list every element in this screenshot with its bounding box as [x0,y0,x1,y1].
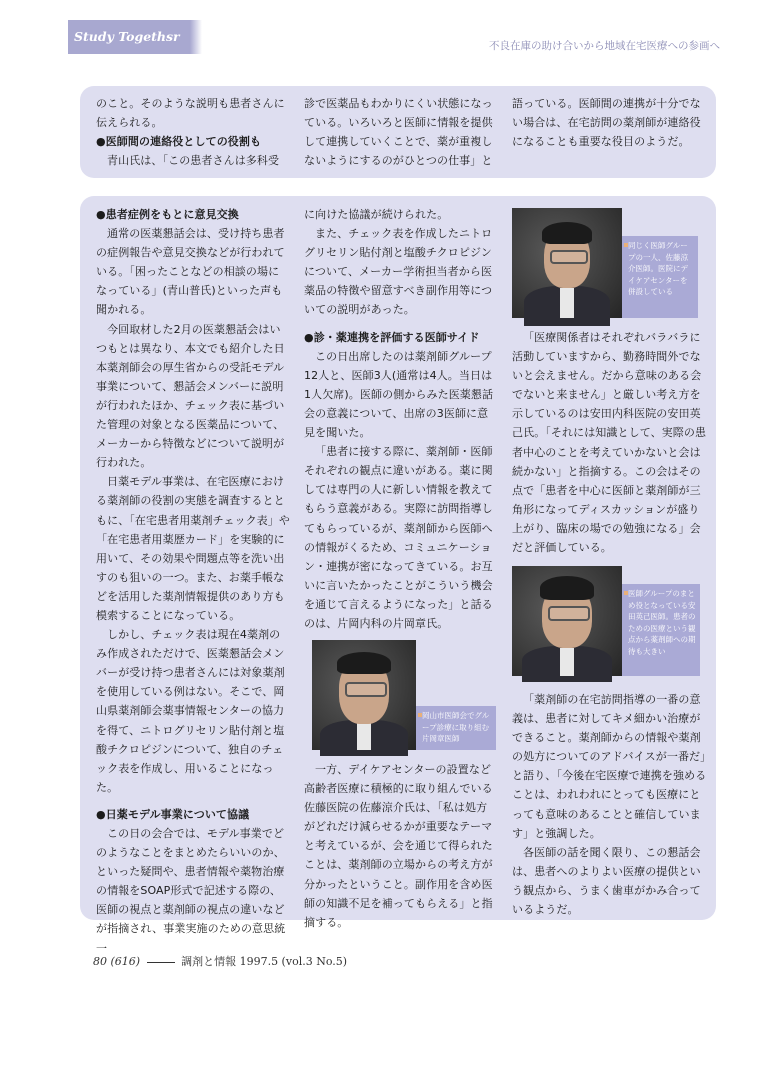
portrait-photo-2 [512,566,622,676]
top-column-3 [512,94,708,174]
paragraph: しかし、チェック表は現在4薬剤のみ作成されただけで、医薬懇話会メンバーが受け持つ患者さんには対象薬剤を使用している例はない。そこで、岡山県薬剤師会薬事情報センターの協力を得て、ニトログリセリン貼付剤と塩酸チクロピジンについて、独自のチェック表を作成し、用いることになった。 [96,628,285,794]
page-number: 80 (616) [93,955,141,968]
paragraph: に向けた協議が続けられた。 [304,208,449,221]
paragraph: この日の会合では、モデル事業でどのようなことをまとめたらいいのか、といった疑問や、患者情報や薬物治療の情報をSOAP形式で記述する際の、医師の視点と薬剤師の視点の違いなどが指摘され、事業実施のための意思統一 [96,827,286,955]
paragraph: 通常の医薬懇話会は、受け持ち患者の症例報告や意見交換などが行われている。「困ったことなどの相談の場になっている」(青山普氏)といった声も聞かれる。 [96,227,285,317]
section-tab-label: Study Togethsr [74,29,180,44]
page-footer [93,953,347,969]
paragraph: 今回取材した2月の医薬懇話会はいつもとは異なり、本文でも紹介した日本薬剤師会の厚生省からの受託モデル事業について、懇話会メンバーに説明が行われたほか、チェック表に基づいた管理の対象となる医薬品について、メーカーから特徴などについて説明が行われた。 [96,322,285,470]
paragraph: この日出席したのは薬剤師グループ12人と、医師3人(通常は4人。当日は1人欠席)。医師の側からみた医薬懇話会の意義について、出席の3医師に意見を聞いた。 [304,349,494,440]
paragraph: のこと。そのような説明も患者さんに伝えられる。 [96,97,285,130]
paragraph: 日薬モデル事業は、在宅医療における薬剤師の役割の実態を調査するとともに、「在宅患者用薬剤チェック表」や「在宅患者用薬歴カード」を実験的に用いて、その効果や問題点等を洗い出すのも狙いの一つ。また、お薬手帳などを活用した薬剤情報提供のあり方も模索することになっている。 [96,475,290,622]
main-column-3 [512,328,708,560]
paragraph: 「患者に接する際に、薬剤師・医師それぞれの観点に違いがある。薬に関しては専門の人に新しい情報を教えてもらう意義がある。実際に訪問指導してもらっているが、薬剤師から医師への情報がくるため、コミュニケーション・連携が密になってきている。お互いに言いたかったことがこういう機会を通じて言えるようになった」と話るのは、片岡内科の片岡章氏。 [304,445,493,630]
paragraph: 一方、デイケアセンターの設置など高齢者医療に積極的に取り組んでいる佐藤医院の佐藤涼介氏は、「私は処方がどれだけ減らせるかが重要なテーマと考えているが、会を通じて得られたことは、薬剤師の立場からの考え方が分かったということ。副作用を含め医師の知識不足を補ってもらえる」と指摘する。 [304,763,493,929]
footer-rule [147,962,175,963]
subheading: ●診・薬連携を評価する医師サイド [304,330,480,344]
top-column-1 [96,94,290,174]
photo-caption-1: 同じく医師グループの一人、佐藤涼介医師。医院にデイケアセンターを併設している [622,236,698,318]
paragraph: 青山氏は、「この患者さんは多科受 [107,154,280,168]
paragraph: また、チェック表を作成したニトログリセリン貼付剤と塩酸チクロピジンについて、メーカー学術担当者から医薬品の特徴や留意すべき副作用等についての説明があった。 [304,227,493,317]
main-column-2-lower [304,760,498,929]
main-column-2 [304,205,498,637]
subheading: ●日薬モデル事業について協議 [96,807,250,821]
journal-citation: 調剤と情報 1997.5 (vol.3 No.5) [181,955,348,968]
top-column-2 [304,94,498,174]
photo-caption-2: 医師グループのまとめ役となっている安田英己医師。患者のための医療という観点から薬剤師への期待も大きい [622,584,700,676]
portrait-photo-1 [512,208,622,318]
paragraph: 診で医薬品もわかりにくい状態になっている。いろいろと医師に情報を提供して連携していくことで、薬が重複しないようにするのがひとつの仕事」と [304,97,493,168]
paragraph: 「薬剤師の在宅訪問指導の一番の意義は、患者に対してキメ細かい治療ができること。薬剤師からの情報や薬剤の処方についてのアドバイスが一番だ」と語り、「今後在宅医療で連携を強めることは、われわれにとっても医療にとっても意味のあることと確信しています」と強調した。 [512,693,707,840]
paragraph: 語っている。医師間の連携が十分でない場合は、在宅訪問の薬剤師が連絡役になることも重要な役目のようだ。 [512,97,701,149]
subheading: ●医師間の連絡役としての役割も [96,135,262,149]
subheading: ●患者症例をもとに意見交換 [96,208,239,221]
photo-caption-3: 岡山市医師会でグループ診療に取り組む片岡章医師 [416,706,496,750]
paragraph: 各医師の話を聞く限り、この懇話会は、患者へのよりよい医療の提供という観点から、うまく歯車がかみ合っているようだ。 [512,845,701,917]
paragraph: 「医療関係者はそれぞれバラバラに活動していますから、勤務時間外でないと会えません。だから意味のある会でないと来ません」と厳しい考え方を示しているのは安田内科医院の安田英己氏。「それには知識として、実際の患者中心のことを考えていかないと会は続かない」と指摘する。この会はその点で「患者を中心に医師と薬剤師が三角形になってディスカッションが盛り上がり、臨床の場での勉強になる」会だと評価している。 [512,331,707,555]
main-column-1 [96,205,290,955]
running-title: 不良在庫の助け合いから地域在宅医療への参画へ [489,40,720,52]
main-column-3-lower [512,690,708,917]
section-tab [68,20,190,54]
portrait-photo-3 [312,640,416,750]
